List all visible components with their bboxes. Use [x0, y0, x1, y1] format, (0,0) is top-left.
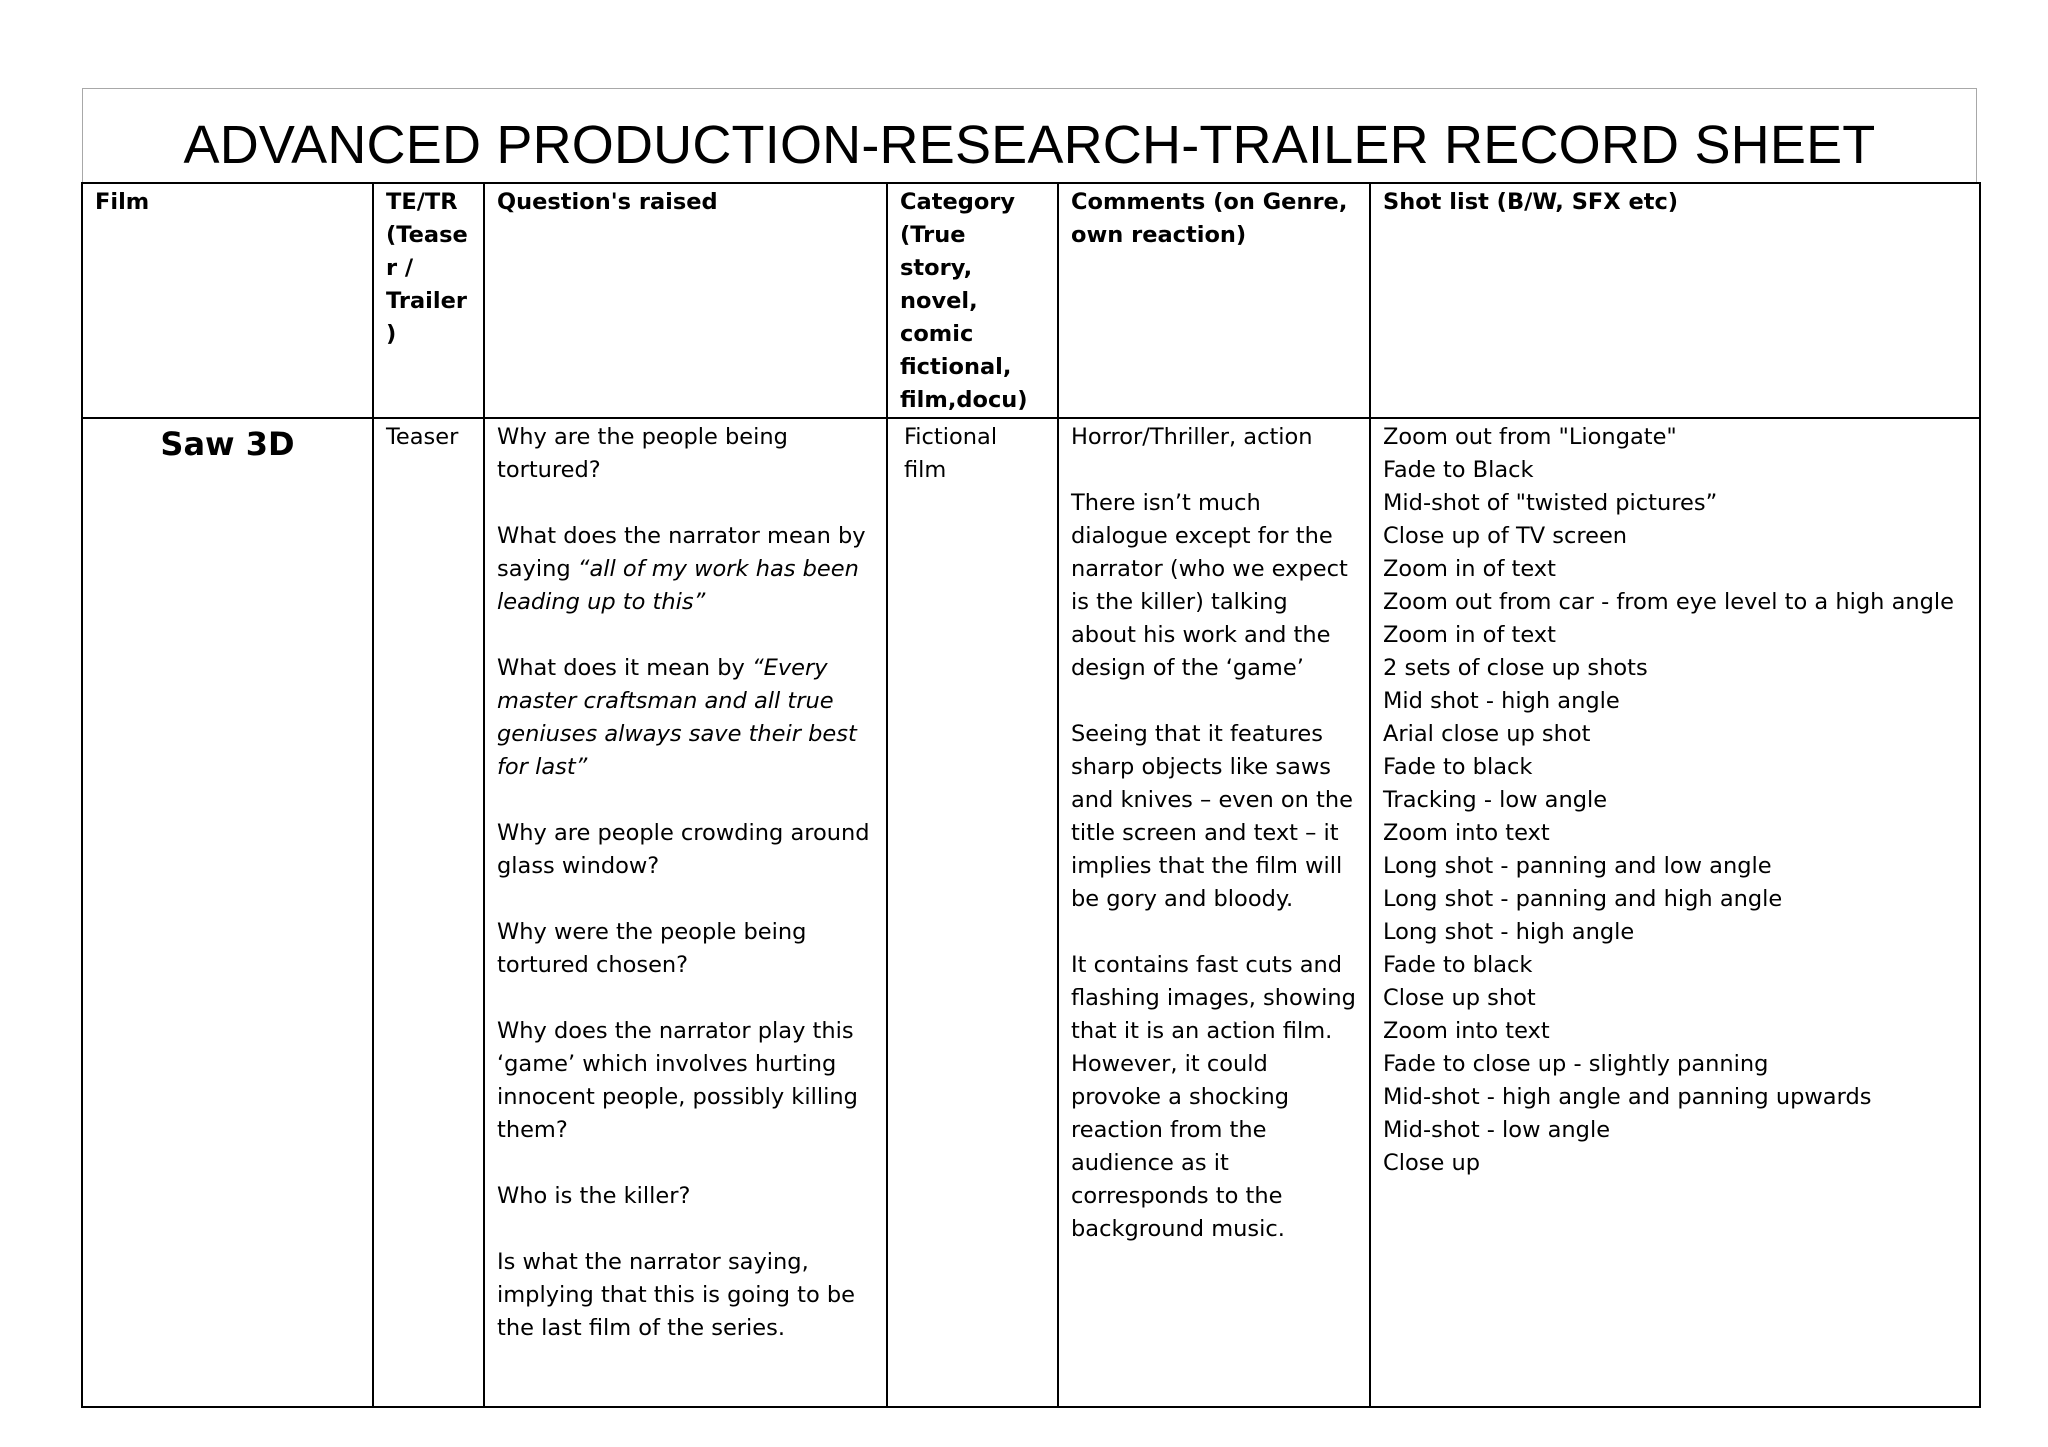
- question-2-quote: “all of my work has been leading up to this”: [497, 556, 859, 615]
- shot-list-item: Fade to black: [1383, 952, 1533, 978]
- question-3-quote: “Every master craftsman and all true geniuses always save their best for last”: [497, 655, 857, 780]
- header-shot-list: Shot list (B/W, SFX etc): [1370, 183, 1980, 418]
- question-1: Why are the people being tortured?: [497, 424, 788, 483]
- shot-list-item: Zoom into text: [1383, 1018, 1550, 1044]
- shot-list-item: Long shot - high angle: [1383, 919, 1635, 945]
- comments-cell: [1058, 418, 1370, 1407]
- shot-list-item: Zoom out from "Liongate": [1383, 424, 1677, 450]
- header-questions: Question's raised: [484, 183, 887, 418]
- shot-list-item: Close up of TV screen: [1383, 523, 1628, 549]
- shot-list-item: Long shot - panning and low angle: [1383, 853, 1772, 879]
- shot-list-item: Tracking - low angle: [1383, 787, 1608, 813]
- question-7: Who is the killer?: [497, 1183, 691, 1209]
- shot-list-item: Arial close up shot: [1383, 721, 1591, 747]
- shot-list-item: Close up: [1383, 1150, 1480, 1176]
- record-table: [81, 182, 1981, 1408]
- shot-list-item: Zoom in of text: [1383, 556, 1556, 582]
- header-row: [82, 183, 1980, 418]
- record-sheet: [82, 88, 1977, 1341]
- shot-list-item: Close up shot: [1383, 985, 1536, 1011]
- shot-list-item: Zoom in of text: [1383, 622, 1556, 648]
- shot-list-item: Mid-shot - high angle and panning upwards: [1383, 1084, 1872, 1110]
- comment-1: Horror/Thriller, action: [1071, 424, 1313, 450]
- shot-list-item: Fade to close up - slightly panning: [1383, 1051, 1769, 1077]
- comment-2: There isn’t much dialogue except for the narrator (who we expect is the killer) talking about his work and the design of the ‘game’: [1071, 490, 1348, 681]
- shot-list-item: Mid shot - high angle: [1383, 688, 1620, 714]
- shot-list-item: Long shot - panning and high angle: [1383, 886, 1783, 912]
- question-3-text: What does it mean by: [497, 655, 752, 681]
- header-comments: Comments (on Genre, own reaction): [1058, 183, 1370, 418]
- film-name: Saw 3D: [160, 425, 295, 463]
- question-2: [497, 520, 874, 619]
- header-category: Category (True story, novel, comic fictional, film,docu): [887, 183, 1058, 418]
- te-tr-value: Teaser: [386, 424, 459, 450]
- page-title: ADVANCED PRODUCTION-RESEARCH-TRAILER RECORD SHEET: [183, 115, 1876, 175]
- shot-list-item: 2 sets of close up shots: [1383, 655, 1648, 681]
- title-box: [82, 88, 1977, 182]
- category-cell: [887, 418, 1058, 1407]
- shot-list: [1383, 421, 1967, 1180]
- header-te-tr: TE/TR (Teaser / Trailer): [373, 183, 484, 418]
- comment-3: Seeing that it features sharp objects like saws and knives – even on the title screen and text – it implies that the film will be gory and bloody.: [1071, 721, 1353, 912]
- question-8: Is what the narrator saying, implying that this is going to be the last film of the series.: [497, 1249, 856, 1341]
- comment-4: It contains fast cuts and flashing images, showing that it is an action film. However, it could provoke a shocking reaction from the audience as it corresponds to the background music.: [1071, 952, 1356, 1242]
- category-value: Fictional film: [904, 424, 998, 483]
- table-row: [82, 418, 1980, 1407]
- question-2-text: What does the narrator mean by saying: [497, 523, 866, 582]
- shot-list-item: Mid-shot of "twisted pictures”: [1383, 490, 1718, 516]
- question-6: Why does the narrator play this ‘game’ which involves hurting innocent people, possibly killing them?: [497, 1018, 858, 1143]
- question-4: Why are people crowding around glass window?: [497, 820, 870, 879]
- questions-cell: [484, 418, 887, 1407]
- shot-list-item: Zoom into text: [1383, 820, 1550, 846]
- header-film: Film: [82, 183, 373, 418]
- shot-list-cell: [1370, 418, 1980, 1407]
- question-5: Why were the people being tortured chosen?: [497, 919, 807, 978]
- film-cell: [82, 418, 373, 1407]
- question-3: [497, 652, 874, 784]
- shot-list-item: Fade to black: [1383, 754, 1533, 780]
- shot-list-item: Zoom out from car - from eye level to a high angle: [1383, 589, 1954, 615]
- shot-list-item: Mid-shot - low angle: [1383, 1117, 1611, 1143]
- te-tr-cell: [373, 418, 484, 1407]
- shot-list-item: Fade to Black: [1383, 457, 1534, 483]
